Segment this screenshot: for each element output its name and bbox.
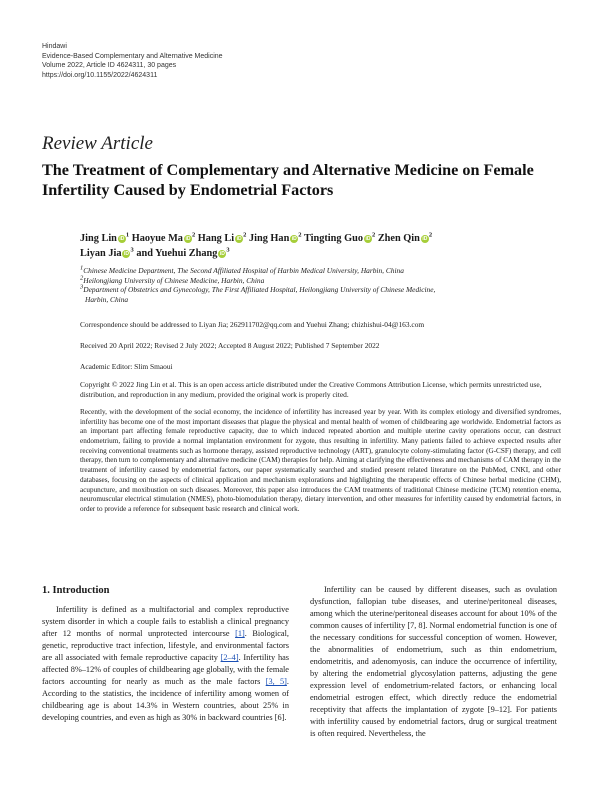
affiliation-1 xyxy=(80,266,550,276)
affiliation-marker: 3 xyxy=(226,246,230,254)
author[interactable] xyxy=(249,233,302,244)
body-column-left xyxy=(42,604,289,724)
author-name: and Yuehui Zhang xyxy=(136,247,218,259)
orcid-icon[interactable]: iD xyxy=(185,236,191,242)
affiliation-text-cont: Harbin, China xyxy=(85,294,129,304)
author-name: Tingting Guo xyxy=(303,233,363,244)
academic-editor: Academic Editor: Slim Smaoui xyxy=(80,362,173,371)
author[interactable] xyxy=(198,233,247,244)
affiliation-marker: 2 xyxy=(371,231,376,239)
affiliation-marker: 1 xyxy=(125,231,130,239)
author[interactable] xyxy=(132,233,195,244)
orcid-icon[interactable]: iD xyxy=(236,236,242,242)
copyright-notice: Copyright © 2022 Jing Lin et al. This is an open access article distributed under the Creative Commons Attribution License, which permits unrestricted use, distribution, and reproduction in any medium, provided the original work is properly cited. xyxy=(80,380,542,399)
body-column-right xyxy=(310,584,557,740)
orcid-icon[interactable]: iD xyxy=(119,236,125,242)
correspondence: Correspondence should be addressed to Liyan Jia; 262911702@qq.com and Yuehui Zhang; chizhishui-04@163.com xyxy=(80,320,425,329)
author-name: Liyan Jia xyxy=(80,247,122,259)
citation-link[interactable]: [2–4] xyxy=(220,653,239,662)
text-run: . According to the statistics, the incidence of infertility among women of childbearing age is about 14.3% in Western countries, about 25% in developing countries, and even as high as 30% in backward countries [6]. xyxy=(42,677,289,722)
affiliation-marker: 3 xyxy=(130,246,134,254)
author[interactable] xyxy=(378,233,432,244)
affiliation-number: 2 xyxy=(80,274,84,282)
author[interactable] xyxy=(80,233,129,244)
affiliation-3 xyxy=(80,285,550,304)
author-name: Haoyue Ma xyxy=(131,233,183,244)
affiliation-text: Department of Obstetrics and Gynecology, The First Affiliated Hospital, Heilongjiang University of Chinese Medicine, xyxy=(83,285,436,295)
orcid-icon[interactable]: iD xyxy=(365,236,371,242)
article-type: Review Article xyxy=(42,133,153,154)
affiliation-text: Chinese Medicine Department, The Second Affiliated Hospital of Harbin Medical University, Harbin, China xyxy=(83,266,404,275)
orcid-icon[interactable]: iD xyxy=(219,250,225,257)
volume-line: Volume 2022, Article ID 4624311, 30 pages xyxy=(42,62,177,69)
affiliation-marker: 2 xyxy=(243,231,247,239)
affiliation-marker: 2 xyxy=(191,231,196,239)
affiliation-2 xyxy=(80,276,550,286)
article-title: The Treatment of Complementary and Alternative Medicine on Female Infertility Caused by Endometrial Factors xyxy=(42,161,534,199)
doi-link[interactable]: https://doi.org/10.1155/2022/4624311 xyxy=(42,71,158,79)
author-list xyxy=(80,232,560,261)
affiliation-marker: 2 xyxy=(298,231,302,239)
author-name: Jing Lin xyxy=(80,233,117,244)
author[interactable] xyxy=(304,233,375,244)
author[interactable] xyxy=(136,248,229,259)
orcid-icon[interactable]: iD xyxy=(291,236,297,242)
affiliation-number: 3 xyxy=(80,283,84,291)
journal-name: Evidence-Based Complementary and Alternative Medicine xyxy=(42,52,223,60)
paragraph xyxy=(42,604,289,724)
text-run: Infertility is defined as a multifactorial and complex reproductive system disorder in which a couple fails to establish a clinical pregnancy after 12 months of normal unprotected intercourse xyxy=(42,605,289,638)
text-run: . Biological, genetic, reproductive tract infection, lifestyle, and environmental factors are all associated with female reproductive capacity xyxy=(42,629,289,662)
publication-dates: Received 20 April 2022; Revised 2 July 2022; Accepted 8 August 2022; Published 7 September 2022 xyxy=(80,341,380,350)
text-run: . Infertility has affected 8%–12% of couples of childbearing age globally, with the female factors accounting for nearly as much as the male factors xyxy=(42,653,290,686)
publisher-name: Hindawi xyxy=(42,43,67,50)
author-name: Zhen Qin xyxy=(377,233,420,244)
author[interactable] xyxy=(80,248,134,259)
affiliation-number: 1 xyxy=(80,264,84,272)
citation-link[interactable]: [1] xyxy=(235,629,245,638)
orcid-icon[interactable]: iD xyxy=(123,250,129,257)
citation-link[interactable]: [3, 5] xyxy=(265,677,287,686)
affiliation-text: Heilongjiang University of Chinese Medicine, Harbin, China xyxy=(83,275,265,285)
author-name: Jing Han xyxy=(248,233,290,244)
affiliations xyxy=(80,266,550,304)
orcid-icon[interactable]: iD xyxy=(422,236,428,242)
section-heading: 1. Introduction xyxy=(42,585,110,596)
author-name: Hang Li xyxy=(197,233,235,244)
paragraph: Infertility can be caused by different diseases, such as ovulation dysfunction, fallopian tube diseases, and uterine/peritoneal diseases, among which the uterine/peritoneal diseases account for about 10% of the common causes of infertility [7, 8]. Normal endometrial function is one of the necessary conditions for successful conception of women. However, the abnormalities of endometrium, such as thin endometrium, endometritis, and adenomyosis, can induce the occurrence of infertility, by altering the endometrial glycosylation patterns, adjusting the gene expression level of endometrium-related factors, or enhancing local endometrial estrogen effect, which directly reduce the endometrial receptivity that affects the implantation of zygote [9–12]. For patients with infertility caused by endometrial factors, drug or surgical treatment is often required. Nevertheless, the xyxy=(310,585,557,738)
publication-header xyxy=(42,42,223,80)
affiliation-marker: 2 xyxy=(428,231,433,239)
abstract: Recently, with the development of the social economy, the incidence of infertility has increased year by year. With its complex etiology and diversified syndromes, infertility has become one of the most important diseases that plague the physical and mental health of women of childbearing age worldwide. Endometrial factors as an important part affecting female reproductive capacity, due to which induced repeated abortion and multiple uterine cavity operations occur, can destruct endometrium, failing to provide a normal implantation environment for zygote, thus resulting in infertility. Many patients failed to achieve expected results after receiving conventional treatments such as hormone therapy, assisted reproductive technology (ART), granulocyte colony-stimulating factor (G-CSF) therapy, and cell therapy, then turn to complementary and alternative medicine (CAM) therapies for help. Aiming at clarifying the effectiveness and mechanisms of CAM therapy in the treatment of infertility caused by endometrial factors, our paper systematically searched and studied present related literature on the PubMed, CNKI, and other databases, focusing on the aspects of clinical application and mechanism explorations and highlighting the therapeutic effects of Chinese herbal medicine (CHM), acupuncture, and moxibustion on such diseases. Moreover, this paper also introduces the CAM treatments of traditional Chinese medicine (TCM) retention enema, neuromuscular electrical stimulation (NMES), photo-biomodulation therapy, dietary intervention, and other measures for infertility caused by endometrial factors, in order to provide a reference for subsequent basic research and clinical work. xyxy=(80,408,561,513)
